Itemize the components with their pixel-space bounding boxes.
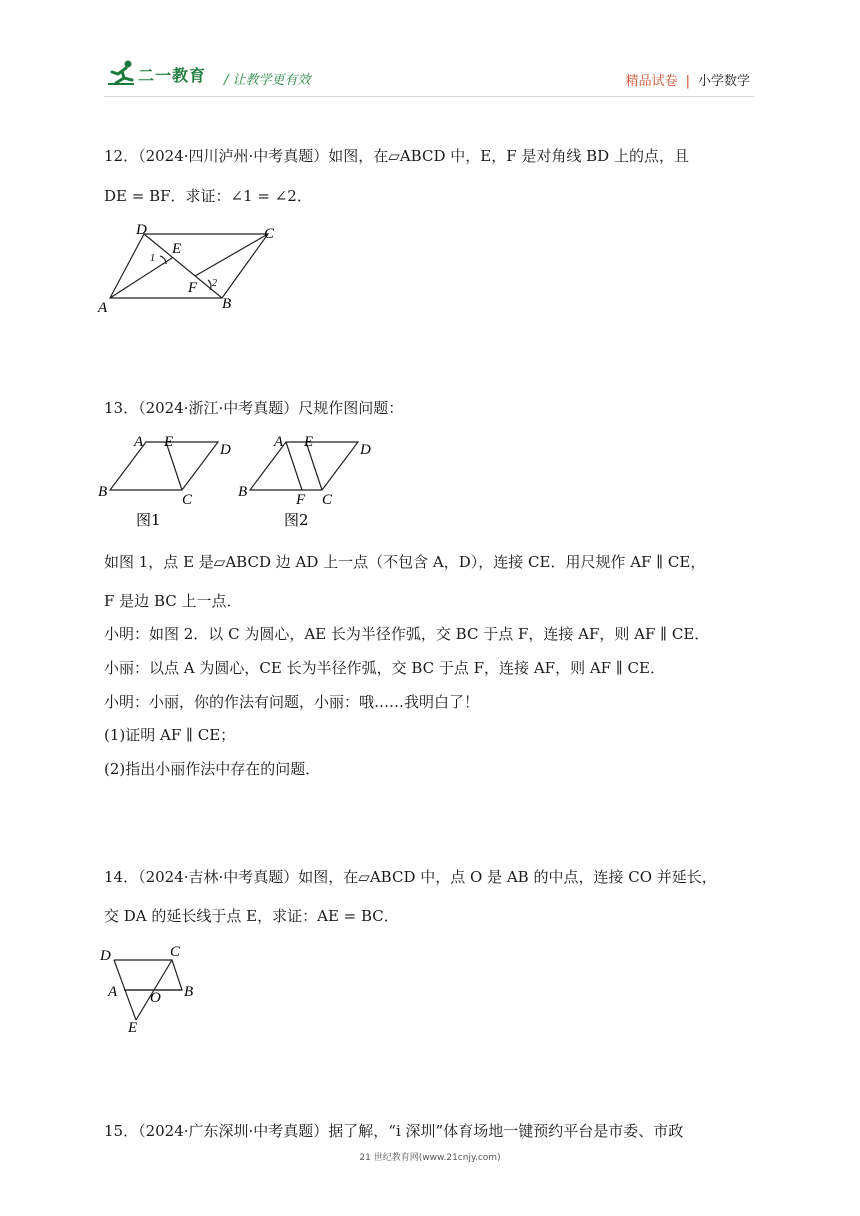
fig2-label-E: E [304,434,314,450]
fig1-label-D: D [220,442,231,458]
label-C: C [264,226,275,242]
header-separator: | [685,74,690,89]
fig2-label-B: B [238,484,248,500]
q13-figure-1 [96,428,246,534]
fig2-label-A: A [274,434,284,450]
header-subject: 小学数学 [697,74,750,89]
label-A: A [98,300,108,316]
q13-line-2: 如图 1，点 E 是▱ABCD 边 AD 上一点（不包含 A，D），连接 CE．用尺规作 AF ∥ CE， [104,553,706,571]
fig2-label-D: D [360,442,371,458]
q13-figure-2 [236,428,386,534]
q14-label-E: E [128,1020,138,1036]
q14-line-2: 交 DA 的延长线于点 E，求证：AE = BC． [104,907,399,925]
q14-label-O: O [150,990,161,1006]
label-F: F [188,280,198,296]
label-angle-1: 1 [150,253,155,264]
fig2-label-C: C [322,492,333,508]
header-divider [104,96,754,97]
header-category: 精品试卷 [625,74,678,89]
q14-label-B: B [184,984,194,1000]
q13-line-5: 小丽：以点 A 为圆心，CE 长为半径作弧，交 BC 于点 F，连接 AF，则 AF ∥ CE． [104,659,665,677]
fig1-caption: 图1 [136,511,161,529]
q12-figure [96,220,296,320]
q12-line-1: 12．（2024·四川泸州·中考真题）如图，在▱ABCD 中，E，F 是对角线 BD 上的点，且 [104,147,689,165]
q13-line-7: (1)证明 AF ∥ CE； [104,726,236,744]
page-footer: 21 世纪教育网(www.21cnjy.com) [359,1153,501,1163]
q12-line-2: DE = BF．求证：∠1 = ∠2． [104,187,312,205]
fig2-label-F: F [296,492,306,508]
q14-line-1: 14．（2024·吉林·中考真题）如图，在▱ABCD 中，点 O 是 AB 的中点，连接 CO 并延长， [104,868,717,886]
q13-line-3: F 是边 BC 上一点． [104,592,242,610]
label-angle-2: 2 [212,278,217,289]
q13-line-4: 小明：如图 2．以 C 为圆心，AE 长为半径作弧，交 BC 于点 F，连接 AF，则 AF ∥ CE． [104,625,710,643]
label-B: B [222,296,232,312]
fig1-label-E: E [164,434,174,450]
fig1-label-C: C [182,492,193,508]
header-slogan: / 让教学更有效 [224,73,311,88]
logo-text: 二一教育 [138,66,207,85]
label-E: E [172,241,182,257]
q14-label-A: A [108,984,118,1000]
label-D: D [136,222,147,238]
q15-line-1: 15．（2024·广东深圳·中考真题）据了解，“i 深圳”体育场地一键预约平台是市委、市政 [104,1122,684,1140]
fig2-caption: 图2 [284,511,309,529]
q14-figure [96,940,216,1036]
q13-line-8: (2)指出小丽作法中存在的问题． [104,760,321,778]
q13-line-6: 小明：小丽，你的作法有问题，小丽：哦……我明白了！ [104,693,480,711]
q13-line-1: 13．（2024·浙江·中考真题）尺规作图问题： [104,399,404,417]
header-right [626,70,750,89]
fig1-label-A: A [134,434,144,450]
q14-label-C: C [170,944,181,960]
fig1-label-B: B [98,484,108,500]
q14-label-D: D [100,948,111,964]
